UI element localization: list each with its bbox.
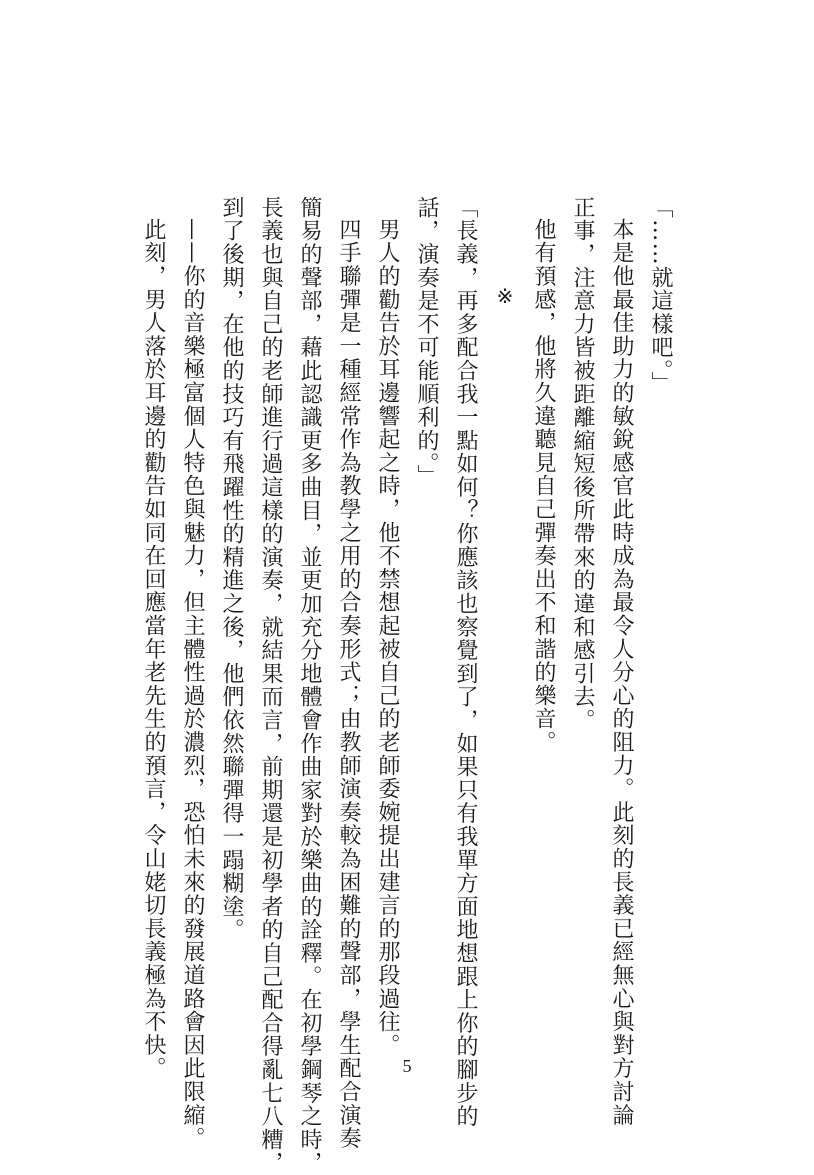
text-line: 男人的勸告於耳邊響起之時，他不禁想起被自己的老師委婉提出建言的那段過往。: [375, 218, 400, 1057]
text-line: 長義也與自己的老師進行過這樣的演奏，就結果而言，前期還是初學者的自己配合得亂七八糟，: [258, 196, 283, 1175]
text-line: 話，演奏是不可能順利的。」: [414, 196, 439, 488]
text-line: 「……就這樣吧。」: [648, 196, 673, 395]
text-line: ——你的音樂極富個人特色與魅力，但主體性過於濃烈，恐怕未來的發展道路會因此限縮。: [180, 218, 205, 1150]
text-line: 四手聯彈是一種經常作為教學之用的合奏形式；由教師演奏較為困難的聲部，學生配合演奏: [336, 218, 361, 1150]
text-line: 「長義，再多配合我一點如何？你應該也察覺到了，如果只有我單方面地想跟上你的腳步的: [453, 196, 478, 1128]
section-separator: ※: [493, 284, 517, 310]
vertical-text-body: [134, 196, 680, 1175]
text-line: 簡易的聲部，藉此認識更多曲目，並更加充分地體會作曲家對於樂曲的詮釋。在初學鋼琴之時，: [297, 196, 322, 1175]
text-line: 本是他最佳助力的敏銳感官此時成為最令人分心的阻力。此刻的長義已經無心與對方討論: [609, 218, 634, 1127]
text-line: 他有預感，他將久違聽見自己彈奏出不和諧的樂音。: [531, 218, 556, 754]
page-number: 5: [402, 1056, 412, 1076]
text-line: 此刻，男人落於耳邊的勸告如同在回應當年老先生的預言，令山姥切長義極為不快。: [141, 218, 166, 1081]
text-line: 正事，注意力皆被距離縮短後所帶來的違和感引去。: [570, 196, 595, 732]
text-line: 到了後期，在他的技巧有飛躍性的精進之後，他們依然聯彈得一蹋糊塗。: [219, 196, 244, 942]
